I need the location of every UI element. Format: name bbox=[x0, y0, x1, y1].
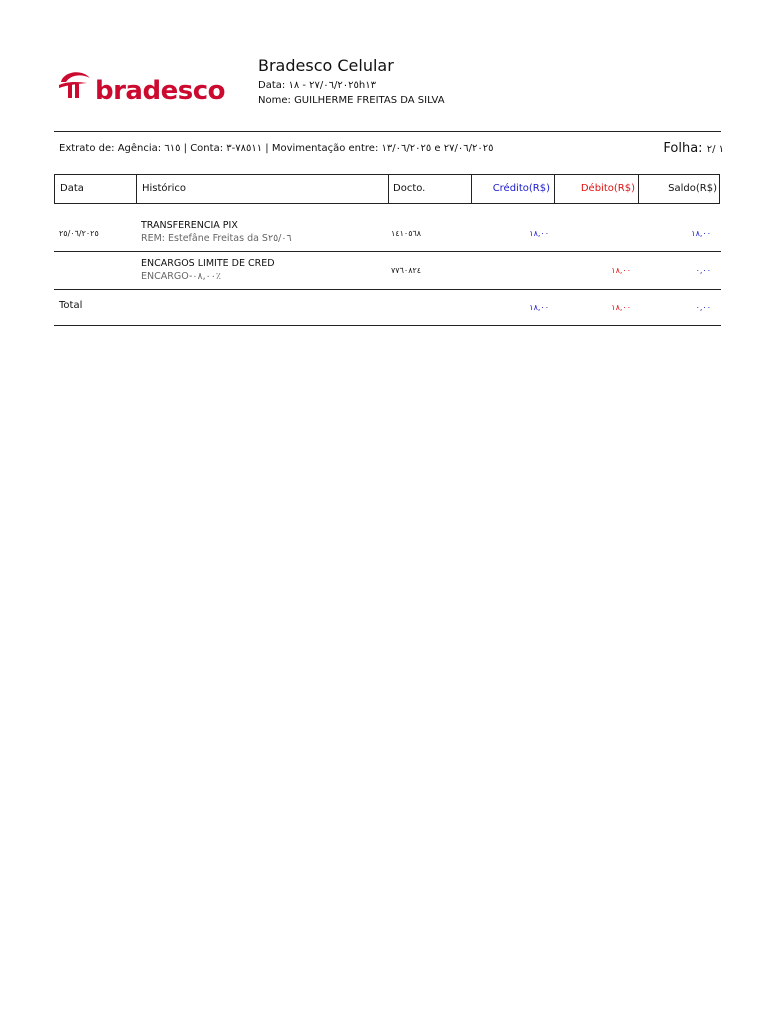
app-title: Bradesco Celular bbox=[258, 56, 394, 75]
folha-label: Folha bbox=[663, 141, 699, 156]
row-saldo: ٠,٠٠ bbox=[695, 266, 711, 275]
extrato-prefix: Extrato de bbox=[59, 143, 112, 154]
movimentacao-end: ٢٧/٠٦/٢٠٢٥ bbox=[443, 143, 494, 154]
row-docto: ٧٧٦٠٨٢٤ bbox=[391, 266, 422, 275]
row-docto: ١٤١٠٥٦٨ bbox=[391, 229, 422, 238]
agencia-label: Agência bbox=[117, 143, 158, 154]
table-row bbox=[54, 256, 721, 290]
col-header-saldo: Saldo(R$) bbox=[668, 183, 717, 194]
name-value: GUILHERME FREITAS DA SILVA bbox=[294, 95, 445, 106]
col-header-data: Data bbox=[55, 175, 137, 203]
bottom-divider bbox=[54, 325, 721, 326]
name-label: Nome bbox=[258, 95, 288, 106]
movimentacao-and: e bbox=[434, 143, 441, 154]
date-value: ٢٧/٠٦/٢٠٢٥ - ١٨h١٣ bbox=[288, 80, 376, 91]
row-debito: ١٨,٠٠ bbox=[611, 266, 631, 275]
folha-value: ١ /٢ bbox=[706, 144, 724, 155]
row-historico bbox=[141, 219, 292, 245]
historico-sub: REM: Estefâne Freitas da S٢٥/٠٦ bbox=[141, 233, 292, 244]
row-saldo: ١٨,٠٠ bbox=[691, 229, 711, 238]
logo-wordmark: bradesco bbox=[95, 76, 225, 106]
col-header-historico: Histórico bbox=[137, 175, 389, 203]
col-header-credito: Crédito(R$) bbox=[472, 175, 555, 203]
row-divider bbox=[54, 251, 721, 252]
bradesco-logo bbox=[57, 68, 225, 108]
row-historico bbox=[141, 257, 275, 283]
total-row bbox=[54, 299, 721, 315]
historico-main: ENCARGOS LIMITE DE CRED bbox=[141, 258, 275, 269]
total-saldo: ٠,٠٠ bbox=[695, 303, 711, 312]
row-divider bbox=[54, 289, 721, 290]
col-header-debito: Débito(R$) bbox=[555, 175, 639, 203]
table-header bbox=[54, 174, 720, 204]
row-credito: ١٨,٠٠ bbox=[529, 229, 549, 238]
movimentacao-label: Movimentação entre bbox=[271, 143, 375, 154]
conta-value: ٧٨٥١١-٣ bbox=[226, 143, 263, 154]
col-header-docto: Docto. bbox=[389, 175, 472, 203]
conta-label: Conta bbox=[190, 143, 220, 154]
historico-main: TRANSFERENCIA PIX bbox=[141, 220, 238, 231]
header-name: Nome: GUILHERME FREITAS DA SILVA bbox=[258, 95, 445, 106]
movimentacao-start: ١٣/٠٦/٢٠٢٥ bbox=[381, 143, 432, 154]
agencia-value: ٦١٥ bbox=[164, 143, 181, 154]
row-date: ٢٥/٠٦/٢٠٢٥ bbox=[59, 229, 99, 238]
date-label: Data bbox=[258, 80, 282, 91]
total-label: Total bbox=[59, 300, 83, 311]
folha-info: Folha: ١ /٢ bbox=[663, 141, 724, 156]
top-divider bbox=[54, 131, 721, 132]
header-date: Data: ٢٧/٠٦/٢٠٢٥ - ١٨h١٣ bbox=[258, 80, 376, 91]
bradesco-tree-icon bbox=[57, 68, 93, 106]
historico-sub: ENCARGO-٠٨,٠٠٪ bbox=[141, 271, 221, 282]
total-credito: ١٨,٠٠ bbox=[529, 303, 549, 312]
total-debito: ١٨,٠٠ bbox=[611, 303, 631, 312]
extrato-info: Extrato de: Agência: ٦١٥ | Conta: ٧٨٥١١-٣ | Movimentação entre: ١٣/٠٦/٢٠٢٥ e ٢٧/٠٦/٢٠٢٥ bbox=[59, 143, 494, 154]
table-row bbox=[54, 218, 721, 252]
